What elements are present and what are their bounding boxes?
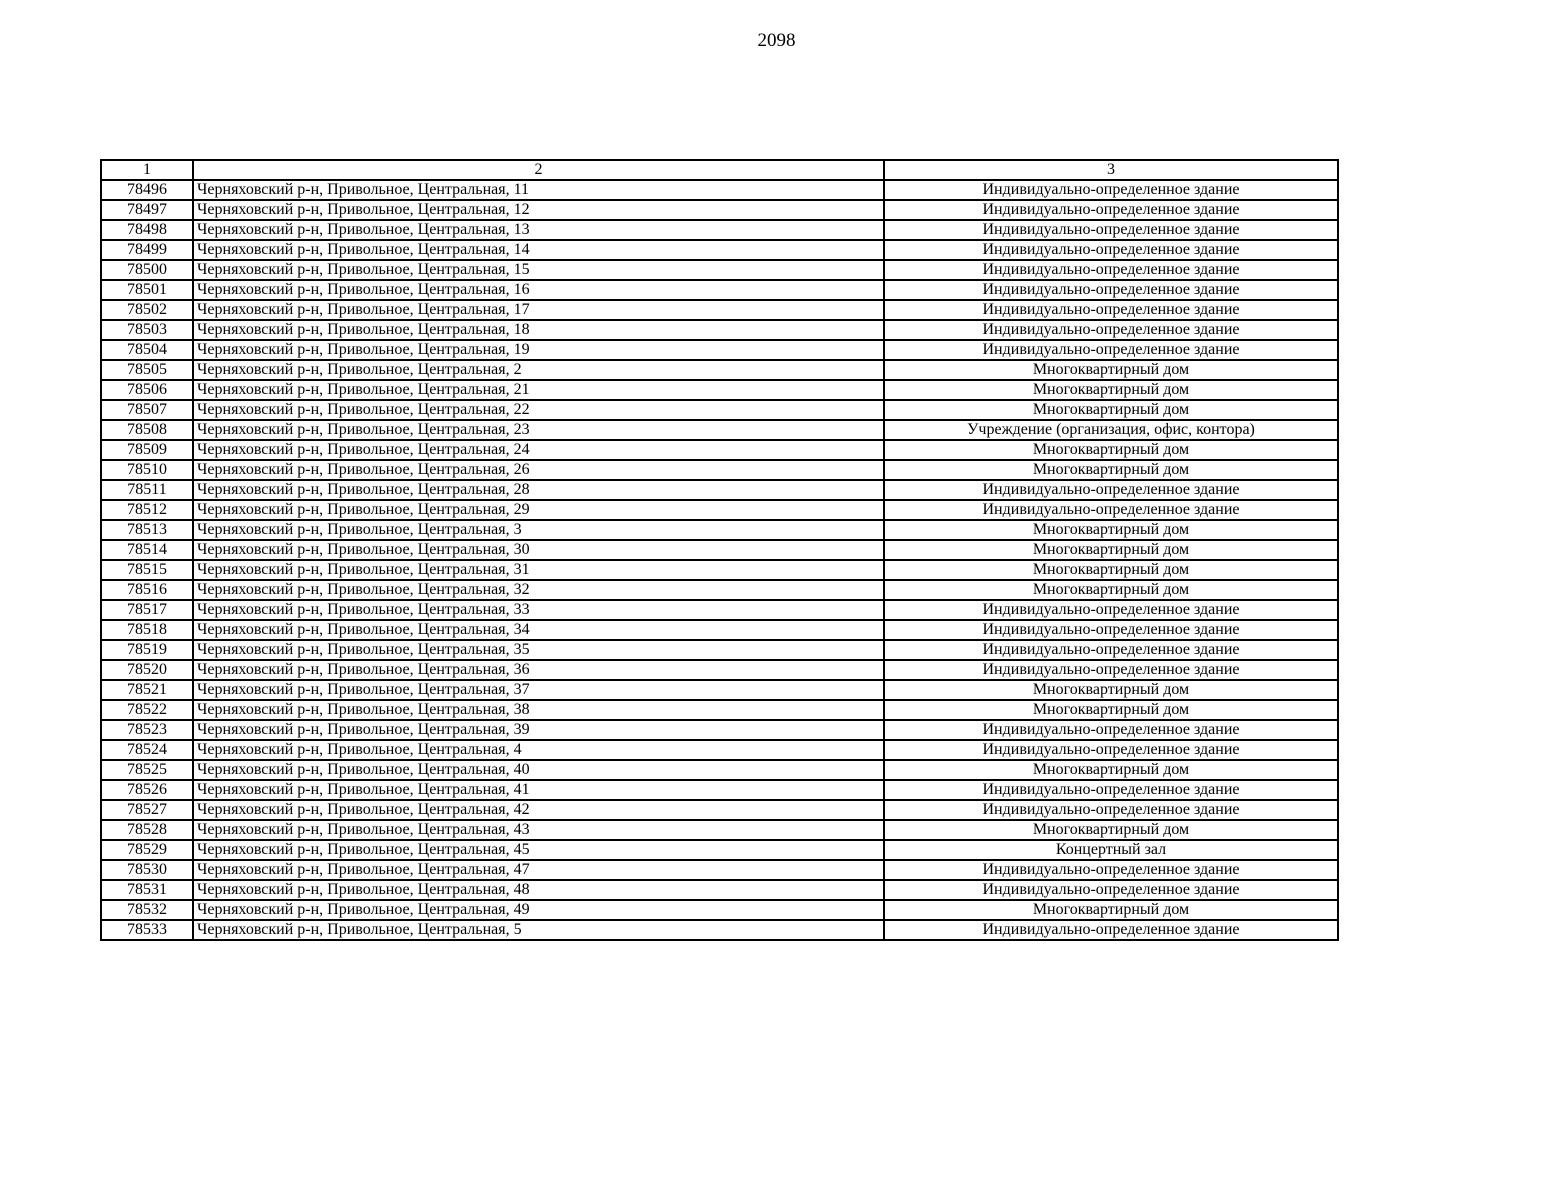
cell-id: 78503 <box>101 320 193 340</box>
cell-address: Черняховский р-н, Привольное, Центральная, 43 <box>193 820 884 840</box>
table-row <box>101 700 1338 720</box>
table-row <box>101 660 1338 680</box>
cell-building-type: Многоквартирный дом <box>884 520 1338 540</box>
table-row <box>101 900 1338 920</box>
table-row <box>101 780 1338 800</box>
cell-address: Черняховский р-н, Привольное, Центральная, 38 <box>193 700 884 720</box>
table-row <box>101 180 1338 200</box>
cell-id: 78511 <box>101 480 193 500</box>
cell-address: Черняховский р-н, Привольное, Центральная, 34 <box>193 620 884 640</box>
cell-id: 78514 <box>101 540 193 560</box>
cell-building-type: Индивидуально-определенное здание <box>884 320 1338 340</box>
cell-building-type: Многоквартирный дом <box>884 360 1338 380</box>
cell-address: Черняховский р-н, Привольное, Центральная, 4 <box>193 740 884 760</box>
cell-building-type: Многоквартирный дом <box>884 440 1338 460</box>
cell-id: 78520 <box>101 660 193 680</box>
cell-address: Черняховский р-н, Привольное, Центральная, 30 <box>193 540 884 560</box>
table-row <box>101 560 1338 580</box>
cell-building-type: Концертный зал <box>884 840 1338 860</box>
table-row <box>101 300 1338 320</box>
cell-address: Черняховский р-н, Привольное, Центральная, 2 <box>193 360 884 380</box>
cell-id: 78529 <box>101 840 193 860</box>
cell-address: Черняховский р-н, Привольное, Центральная, 40 <box>193 760 884 780</box>
cell-building-type: Индивидуально-определенное здание <box>884 880 1338 900</box>
table-row <box>101 640 1338 660</box>
table-row <box>101 920 1338 940</box>
cell-address: Черняховский р-н, Привольное, Центральная, 23 <box>193 420 884 440</box>
cell-building-type: Многоквартирный дом <box>884 400 1338 420</box>
registry-table <box>100 159 1339 941</box>
cell-address: Черняховский р-н, Привольное, Центральная, 24 <box>193 440 884 460</box>
cell-address: Черняховский р-н, Привольное, Центральная, 21 <box>193 380 884 400</box>
table-row <box>101 540 1338 560</box>
cell-id: 78498 <box>101 220 193 240</box>
table-row <box>101 280 1338 300</box>
cell-building-type: Индивидуально-определенное здание <box>884 780 1338 800</box>
cell-address: Черняховский р-н, Привольное, Центральная, 13 <box>193 220 884 240</box>
table-row <box>101 600 1338 620</box>
cell-building-type: Многоквартирный дом <box>884 680 1338 700</box>
cell-building-type: Индивидуально-определенное здание <box>884 200 1338 220</box>
cell-building-type: Многоквартирный дом <box>884 760 1338 780</box>
table-row <box>101 240 1338 260</box>
cell-building-type: Индивидуально-определенное здание <box>884 280 1338 300</box>
cell-id: 78521 <box>101 680 193 700</box>
cell-building-type: Индивидуально-определенное здание <box>884 220 1338 240</box>
cell-id: 78496 <box>101 180 193 200</box>
cell-id: 78519 <box>101 640 193 660</box>
table-row <box>101 680 1338 700</box>
table-row <box>101 860 1338 880</box>
cell-building-type: Индивидуально-определенное здание <box>884 300 1338 320</box>
cell-id: 78522 <box>101 700 193 720</box>
cell-address: Черняховский р-н, Привольное, Центральная, 14 <box>193 240 884 260</box>
table-row <box>101 880 1338 900</box>
cell-id: 78516 <box>101 580 193 600</box>
cell-id: 78530 <box>101 860 193 880</box>
table-row <box>101 200 1338 220</box>
cell-address: Черняховский р-н, Привольное, Центральная, 15 <box>193 260 884 280</box>
cell-address: Черняховский р-н, Привольное, Центральная, 47 <box>193 860 884 880</box>
table-row <box>101 800 1338 820</box>
cell-address: Черняховский р-н, Привольное, Центральная, 31 <box>193 560 884 580</box>
cell-address: Черняховский р-н, Привольное, Центральная, 33 <box>193 600 884 620</box>
cell-address: Черняховский р-н, Привольное, Центральная, 18 <box>193 320 884 340</box>
cell-id: 78526 <box>101 780 193 800</box>
column-header-2: 2 <box>193 160 884 180</box>
table-row <box>101 320 1338 340</box>
table-row <box>101 520 1338 540</box>
cell-building-type: Индивидуально-определенное здание <box>884 860 1338 880</box>
cell-address: Черняховский р-н, Привольное, Центральная, 11 <box>193 180 884 200</box>
cell-address: Черняховский р-н, Привольное, Центральная, 41 <box>193 780 884 800</box>
table-header-row <box>101 160 1338 180</box>
cell-building-type: Индивидуально-определенное здание <box>884 800 1338 820</box>
cell-id: 78532 <box>101 900 193 920</box>
table-row <box>101 340 1338 360</box>
cell-id: 78533 <box>101 920 193 940</box>
table-row <box>101 620 1338 640</box>
cell-id: 78505 <box>101 360 193 380</box>
table-body <box>101 180 1338 940</box>
cell-id: 78523 <box>101 720 193 740</box>
cell-id: 78527 <box>101 800 193 820</box>
cell-id: 78500 <box>101 260 193 280</box>
cell-address: Черняховский р-н, Привольное, Центральная, 32 <box>193 580 884 600</box>
table-row <box>101 220 1338 240</box>
table-row <box>101 360 1338 380</box>
cell-building-type: Индивидуально-определенное здание <box>884 620 1338 640</box>
cell-address: Черняховский р-н, Привольное, Центральная, 37 <box>193 680 884 700</box>
cell-id: 78515 <box>101 560 193 580</box>
table-row <box>101 480 1338 500</box>
cell-id: 78502 <box>101 300 193 320</box>
cell-building-type: Многоквартирный дом <box>884 820 1338 840</box>
table-row <box>101 400 1338 420</box>
cell-building-type: Индивидуально-определенное здание <box>884 600 1338 620</box>
cell-address: Черняховский р-н, Привольное, Центральная, 45 <box>193 840 884 860</box>
table-row <box>101 720 1338 740</box>
cell-address: Черняховский р-н, Привольное, Центральная, 12 <box>193 200 884 220</box>
cell-id: 78506 <box>101 380 193 400</box>
cell-building-type: Многоквартирный дом <box>884 540 1338 560</box>
cell-building-type: Индивидуально-определенное здание <box>884 240 1338 260</box>
cell-address: Черняховский р-н, Привольное, Центральная, 26 <box>193 460 884 480</box>
cell-address: Черняховский р-н, Привольное, Центральная, 28 <box>193 480 884 500</box>
cell-building-type: Индивидуально-определенное здание <box>884 660 1338 680</box>
cell-id: 78524 <box>101 740 193 760</box>
cell-address: Черняховский р-н, Привольное, Центральная, 42 <box>193 800 884 820</box>
cell-building-type: Индивидуально-определенное здание <box>884 340 1338 360</box>
cell-address: Черняховский р-н, Привольное, Центральная, 3 <box>193 520 884 540</box>
cell-building-type: Индивидуально-определенное здание <box>884 500 1338 520</box>
cell-id: 78512 <box>101 500 193 520</box>
cell-building-type: Многоквартирный дом <box>884 380 1338 400</box>
cell-id: 78513 <box>101 520 193 540</box>
cell-address: Черняховский р-н, Привольное, Центральная, 39 <box>193 720 884 740</box>
table-row <box>101 580 1338 600</box>
table-row <box>101 260 1338 280</box>
cell-id: 78525 <box>101 760 193 780</box>
cell-building-type: Индивидуально-определенное здание <box>884 920 1338 940</box>
table-row <box>101 500 1338 520</box>
cell-building-type: Индивидуально-определенное здание <box>884 480 1338 500</box>
column-header-1: 1 <box>101 160 193 180</box>
cell-address: Черняховский р-н, Привольное, Центральная, 19 <box>193 340 884 360</box>
cell-id: 78497 <box>101 200 193 220</box>
cell-building-type: Учреждение (организация, офис, контора) <box>884 420 1338 440</box>
cell-id: 78508 <box>101 420 193 440</box>
cell-building-type: Многоквартирный дом <box>884 460 1338 480</box>
table-row <box>101 840 1338 860</box>
cell-address: Черняховский р-н, Привольное, Центральная, 22 <box>193 400 884 420</box>
cell-building-type: Многоквартирный дом <box>884 900 1338 920</box>
table-row <box>101 380 1338 400</box>
cell-address: Черняховский р-н, Привольное, Центральная, 29 <box>193 500 884 520</box>
cell-id: 78504 <box>101 340 193 360</box>
cell-address: Черняховский р-н, Привольное, Центральная, 35 <box>193 640 884 660</box>
table-row <box>101 740 1338 760</box>
cell-id: 78507 <box>101 400 193 420</box>
cell-address: Черняховский р-н, Привольное, Центральная, 5 <box>193 920 884 940</box>
cell-building-type: Индивидуально-определенное здание <box>884 720 1338 740</box>
table-row <box>101 460 1338 480</box>
cell-address: Черняховский р-н, Привольное, Центральная, 16 <box>193 280 884 300</box>
cell-id: 78518 <box>101 620 193 640</box>
cell-id: 78499 <box>101 240 193 260</box>
table-row <box>101 440 1338 460</box>
table-row <box>101 820 1338 840</box>
cell-id: 78509 <box>101 440 193 460</box>
cell-address: Черняховский р-н, Привольное, Центральная, 17 <box>193 300 884 320</box>
cell-building-type: Многоквартирный дом <box>884 580 1338 600</box>
table-row <box>101 420 1338 440</box>
cell-address: Черняховский р-н, Привольное, Центральная, 36 <box>193 660 884 680</box>
cell-building-type: Индивидуально-определенное здание <box>884 740 1338 760</box>
cell-id: 78517 <box>101 600 193 620</box>
cell-address: Черняховский р-н, Привольное, Центральная, 49 <box>193 900 884 920</box>
cell-id: 78501 <box>101 280 193 300</box>
page-number: 2098 <box>757 30 796 51</box>
table-row <box>101 760 1338 780</box>
cell-id: 78528 <box>101 820 193 840</box>
cell-building-type: Многоквартирный дом <box>884 560 1338 580</box>
cell-id: 78510 <box>101 460 193 480</box>
cell-address: Черняховский р-н, Привольное, Центральная, 48 <box>193 880 884 900</box>
cell-building-type: Индивидуально-определенное здание <box>884 180 1338 200</box>
cell-building-type: Многоквартирный дом <box>884 700 1338 720</box>
cell-building-type: Индивидуально-определенное здание <box>884 260 1338 280</box>
column-header-3: 3 <box>884 160 1338 180</box>
cell-id: 78531 <box>101 880 193 900</box>
cell-building-type: Индивидуально-определенное здание <box>884 640 1338 660</box>
